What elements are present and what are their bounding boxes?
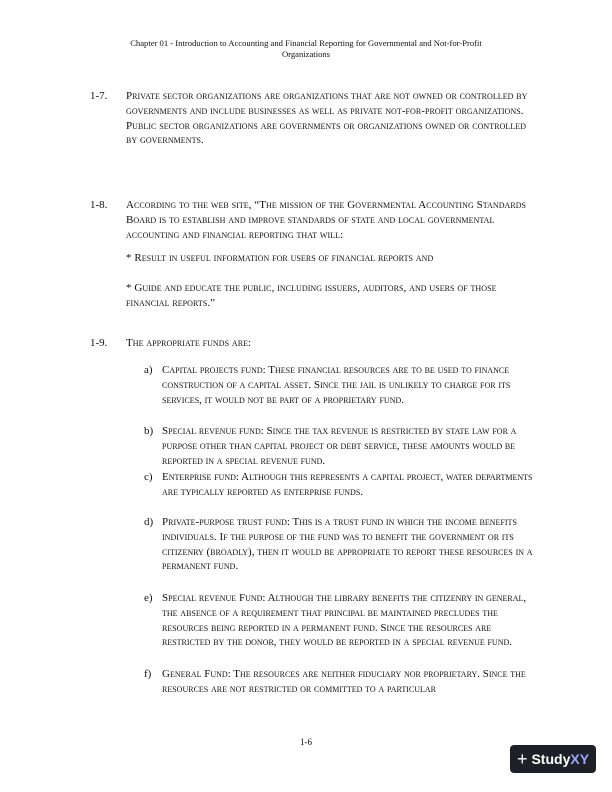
brand-xy: XY	[570, 751, 590, 767]
item-letter-a: a)	[144, 364, 153, 376]
item-text-a: Capital projects fund: These financial resources are to be used to finance construction of a capital asset. Since the jail is unlikely to charge for its services, it would not be part of a proprietary fund.	[162, 364, 511, 406]
header-line-2: Organizations	[281, 48, 331, 59]
item-letter-e: e)	[144, 592, 153, 604]
brand-study: Study	[531, 751, 571, 767]
answer-1-8-bullet-2: * Guide and educate the public, including issuers, auditors, and users of those financial reports.”	[126, 282, 497, 309]
plus-icon: +	[516, 749, 528, 769]
item-text-e: Special revenue Fund: Although the library benefits the citizenry in general, the absence of a requirement that principal be maintained precludes the resources being reported in a permanent fund. Since the resources are restricted by the donor, they would be reported in a special revenue fund.	[162, 592, 527, 649]
question-number-1-7: 1-7.	[90, 90, 108, 102]
item-text-d: Private-purpose trust fund: This is a trust fund in which the income benefits individuals. If the purpose of the fund was to benefit the government or its citizenry (broadly), then it would be appropriate to report these resources in a permanent fund.	[162, 516, 533, 573]
item-letter-f: f)	[144, 668, 152, 680]
answer-1-8-intro: According to the web site, “The mission of the Governmental Accounting Standards Board is to establish and improve standards of state and local governmental accounting and financial reporting that will:	[126, 199, 527, 241]
item-text-b: Special revenue fund: Since the tax revenue is restricted by state law for a purpose other than capital project or debt service, these amounts would be reported in a special revenue fund.	[162, 425, 517, 467]
question-number-1-8: 1-8.	[90, 199, 108, 211]
question-number-1-9: 1-9.	[90, 337, 108, 349]
answer-1-9-intro: The appropriate funds are:	[126, 337, 252, 349]
answer-1-7: Private sector organizations are organizations that are not owned or controlled by governments and include businesses as well as private not-for-profit organizations. Public sector organizations are governments or organizations owned or controlled by governments.	[126, 90, 528, 147]
item-letter-c: c)	[144, 471, 153, 483]
page-header	[90, 38, 522, 59]
header-line-1: Chapter 01 - Introduction to Accounting and Financial Reporting for Governmental and Not-for-Profit	[130, 38, 482, 48]
item-letter-d: d)	[144, 516, 154, 528]
studyxy-badge[interactable]	[510, 745, 596, 773]
item-text-f: General Fund: The resources are neither fiduciary nor proprietary. Since the resources are not restricted or committed to a particular	[162, 668, 526, 695]
item-text-c: Enterprise fund: Although this represents a capital project, water departments are typically reported as enterprise funds.	[162, 471, 533, 498]
page-number: 1-6	[300, 737, 312, 747]
item-letter-b: b)	[144, 425, 154, 437]
answer-1-8-bullet-1: * Result in useful information for users of financial reports and	[126, 252, 434, 264]
